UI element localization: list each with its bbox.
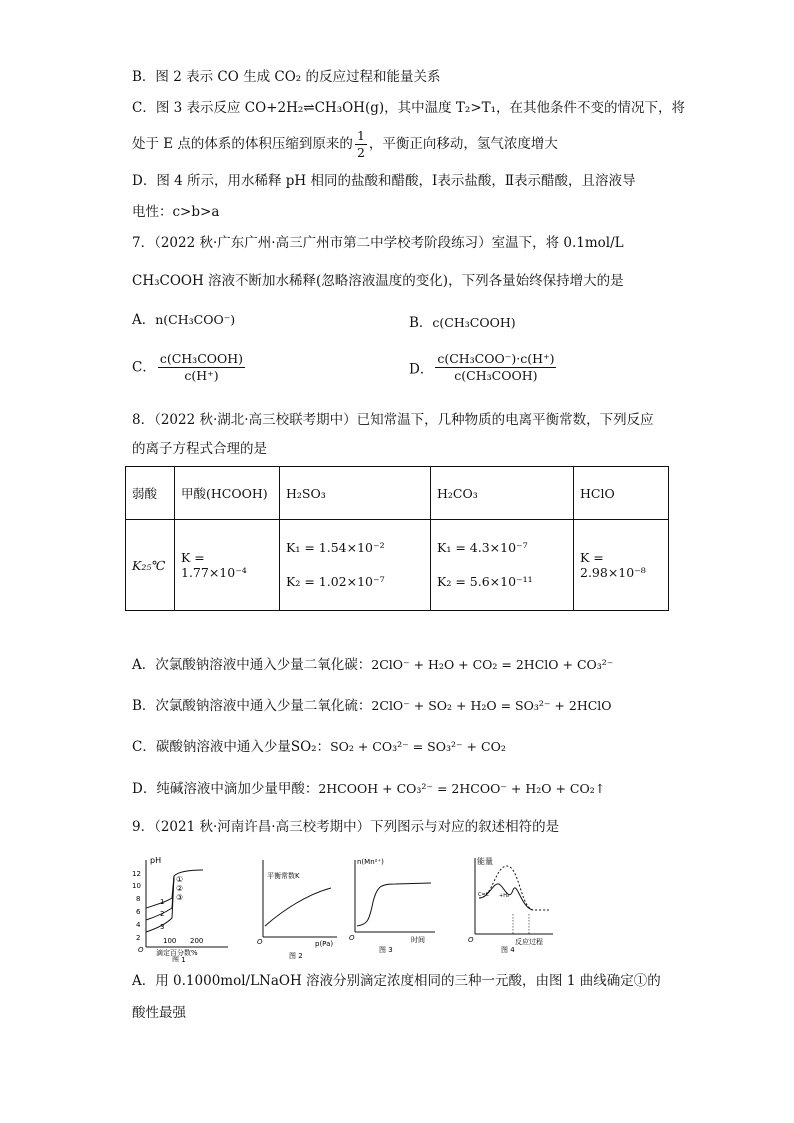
molecule-label: +H₂ <box>499 893 509 899</box>
curve-number: 1 <box>160 898 165 906</box>
q7-option-b-expr: c(CH₃COOH) <box>432 315 516 330</box>
q9-stem: 9．（2021 秋·河南许昌·高三校考期中）下列图示与对应的叙述相符的是 <box>132 819 560 835</box>
table-header-cell: 弱酸 <box>126 467 175 520</box>
q8-option-a <box>132 656 613 674</box>
figure-caption: 图 4 <box>501 946 515 954</box>
y-tick: 8 <box>136 895 141 903</box>
q6-option-c-post: ，平衡正向移动，氢气浓度增大 <box>368 136 558 152</box>
y-tick: 10 <box>132 882 141 890</box>
origin-label: O <box>349 934 355 942</box>
y-tick: 2 <box>136 934 141 942</box>
q8-option-d <box>132 780 605 798</box>
ionization-constant-table <box>125 466 669 611</box>
q7-option-d <box>409 351 558 384</box>
curve-number: 2 <box>160 910 165 918</box>
option-text: A．次氯酸钠溶液中通入少量二氧化碳： <box>132 657 372 673</box>
h2co3-k1: K₁ = 4.3×10⁻⁷ <box>437 540 528 555</box>
fraction-denominator: 2 <box>356 145 365 160</box>
curve-1 <box>146 870 203 908</box>
q7-option-b <box>409 311 516 331</box>
origin-label: O <box>257 938 263 946</box>
table-header-cell: 甲酸(HCOOH) <box>175 467 280 520</box>
figure-2-constant <box>253 852 343 962</box>
q8-stem-line1: 8．（2022 秋·湖北·高三校联考期中）已知常温下，几种物质的电离平衡常数，下列反应 <box>132 412 654 428</box>
table-row-label: K₂₅℃ <box>126 520 175 611</box>
q6-option-d-line2: 电性：c>b>a <box>132 204 220 220</box>
axis-label: n(Mn²⁺) <box>357 858 384 866</box>
table-cell-hcooh: K = 1.77×10⁻⁴ <box>175 520 280 611</box>
table-row <box>126 520 669 611</box>
q7-stem-line1: 7．（2022 秋·广东广州·高三广州市第二中学校考阶段练习）室温下，将 0.1mol/L <box>132 235 624 251</box>
q7-stem-line2: CH₃COOH 溶液不断加水稀释(忽略溶液温度的变化)，下列各量始终保持增大的是 <box>132 273 624 289</box>
origin-label: O <box>468 936 474 944</box>
option-text: C．碳酸钠溶液中通入少量SO₂： <box>132 739 331 755</box>
fraction-numerator: 1 <box>356 128 365 143</box>
option-equation: 2HCOOH + CO₃²⁻ = 2HCOO⁻ + H₂O + CO₂↑ <box>318 781 606 796</box>
figure-1-titration <box>128 852 238 962</box>
table-cell-h2so3 <box>280 520 431 611</box>
option-label: B． <box>409 315 433 331</box>
constant-curve <box>265 888 331 926</box>
y-tick: 6 <box>136 908 141 916</box>
q6-option-c-line1: C．图 3 表示反应 CO+2H₂⇌CH₃OH(g)，其中温度 T₂>T₁，在其他条件不变的情况下，将 <box>132 100 686 116</box>
option-text: D．纯碱溶液中滴加少量甲酸： <box>132 781 319 797</box>
axis-label: 平衡常数K <box>267 872 300 880</box>
axis-label: 能量 <box>477 857 493 866</box>
y-tick: 4 <box>136 921 141 929</box>
fraction-numerator: c(CH₃COOH) <box>159 351 244 366</box>
q8-stem-line2: 的离子方程式合理的是 <box>132 441 267 457</box>
origin-label: O <box>138 946 144 954</box>
option-equation: SO₂ + CO₃²⁻ = SO₃²⁻ + CO₂ <box>330 739 506 754</box>
table-cell-hclo: K = 2.98×10⁻⁸ <box>574 520 669 611</box>
option-label: C． <box>132 359 156 376</box>
molecule-label: C=C <box>478 892 490 898</box>
table-header-cell: H₂SO₃ <box>280 467 431 520</box>
axis-label: 滴定百分数% <box>156 949 198 957</box>
mn-curve <box>357 883 431 926</box>
table-header-row <box>126 467 669 520</box>
curve-label: ② <box>176 884 184 893</box>
figure-caption: 图 3 <box>379 946 393 954</box>
x-tick: 100 <box>163 937 177 945</box>
option-text: B．次氯酸钠溶液中通入少量二氧化硫： <box>132 698 372 714</box>
option-equation: 2ClO⁻ + H₂O + CO₂ = 2HClO + CO₃²⁻ <box>371 657 614 672</box>
half-fraction <box>355 128 367 161</box>
q6-option-d-line1: D．图 4 所示，用水稀释 pH 相同的盐酸和醋酸，Ⅰ表示盐酸，Ⅱ表示醋酸，且溶液导 <box>132 173 636 189</box>
q6-option-c-pre: 处于 E 点的体系的体积压缩到原来的 <box>132 136 353 152</box>
q6-option-c-line2 <box>132 128 558 161</box>
axis-label: pH <box>150 856 162 865</box>
q7-option-d-fraction <box>435 351 556 384</box>
table-header-cell: HClO <box>574 467 669 520</box>
q8-option-b <box>132 697 612 715</box>
fraction-denominator: c(H⁺) <box>184 368 219 383</box>
fraction-denominator: c(CH₃COOH) <box>454 368 538 383</box>
q7-option-a <box>132 311 235 329</box>
y-tick: 12 <box>132 870 141 878</box>
q7-option-c <box>132 351 247 384</box>
q7-option-c-fraction <box>158 351 245 384</box>
x-tick: 200 <box>190 937 204 945</box>
q7-option-a-expr: n(CH₃COO⁻) <box>155 312 236 327</box>
table-header-cell: H₂CO₃ <box>431 467 574 520</box>
figure-caption: 图 1 <box>172 956 186 962</box>
figure-3-mn-amount <box>345 852 440 962</box>
option-equation: 2ClO⁻ + SO₂ + H₂O = SO₃²⁻ + 2HClO <box>371 698 612 713</box>
axis-label: 时间 <box>411 936 425 944</box>
axis-label: p(Pa) <box>315 940 334 948</box>
option-label: D． <box>409 361 434 378</box>
h2so3-k2: K₂ = 1.02×10⁻⁷ <box>286 574 385 589</box>
q9-option-a-line2: 酸性最强 <box>132 1005 186 1021</box>
h2co3-k2: K₂ = 5.6×10⁻¹¹ <box>437 574 533 589</box>
q6-option-b: B．图 2 表示 CO 生成 CO₂ 的反应过程和能量关系 <box>132 69 441 85</box>
curve-label: ③ <box>176 893 184 902</box>
fraction-numerator: c(CH₃COO⁻)·c(H⁺) <box>437 351 555 366</box>
figure-4-energy <box>463 852 558 962</box>
curve-label: ① <box>176 875 184 884</box>
curve-number: 3 <box>160 923 165 931</box>
q9-option-a-line1: A．用 0.1000mol/LNaOH 溶液分别滴定浓度相同的三种一元酸，由图 1 曲线确定①的 <box>132 973 661 989</box>
q8-option-c <box>132 738 506 756</box>
h2so3-k1: K₁ = 1.54×10⁻² <box>286 540 385 555</box>
figure-caption: 图 2 <box>289 952 303 960</box>
option-label: A． <box>132 312 156 328</box>
axis-label: 反应过程 <box>515 938 543 946</box>
table-cell-h2co3 <box>431 520 574 611</box>
